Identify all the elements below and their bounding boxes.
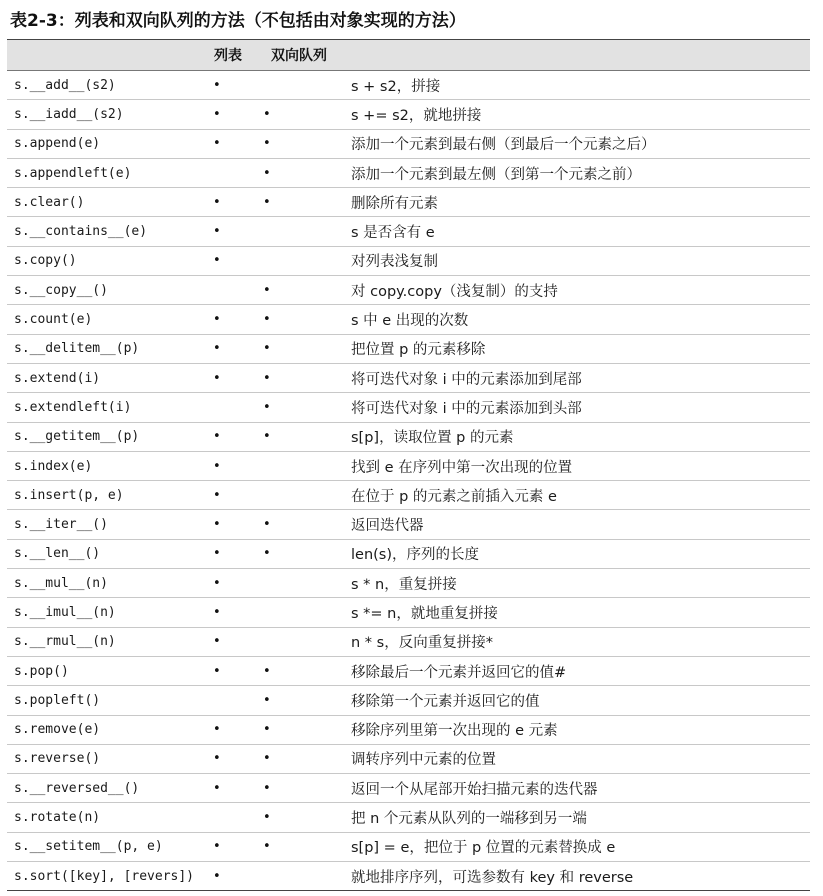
table-row	[7, 627, 810, 656]
methods-table	[7, 39, 810, 891]
table-row	[7, 188, 810, 217]
method-name-cell: s.__iadd__(s2)	[7, 100, 207, 129]
table-row	[7, 715, 810, 744]
table-row	[7, 510, 810, 539]
table-row	[7, 803, 810, 832]
description-cell: 返回迭代器	[342, 510, 810, 539]
deque-support-cell: •	[257, 832, 342, 861]
method-name-cell: s.sort([key], [revers])	[7, 862, 207, 891]
method-name-cell: s.__delitem__(p)	[7, 334, 207, 363]
method-name-cell: s.clear()	[7, 188, 207, 217]
deque-support-cell: •	[257, 715, 342, 744]
method-name-cell: s.count(e)	[7, 305, 207, 334]
header-deque: 双向队列	[257, 40, 342, 71]
deque-support-cell: •	[257, 656, 342, 685]
description-cell: 移除序列里第一次出现的 e 元素	[342, 715, 810, 744]
table-row	[7, 158, 810, 187]
description-cell: 调转序列中元素的位置	[342, 744, 810, 773]
deque-support-cell: •	[257, 803, 342, 832]
description-cell: 添加一个元素到最右侧（到最后一个元素之后）	[342, 129, 810, 158]
deque-support-cell: •	[257, 539, 342, 568]
deque-support-cell: •	[257, 129, 342, 158]
list-support-cell	[207, 686, 257, 715]
method-name-cell: s.__contains__(e)	[7, 217, 207, 246]
deque-support-cell: •	[257, 158, 342, 187]
description-cell: s * n，重复拼接	[342, 569, 810, 598]
description-cell: 对 copy.copy（浅复制）的支持	[342, 276, 810, 305]
method-name-cell: s.popleft()	[7, 686, 207, 715]
list-support-cell: •	[207, 129, 257, 158]
table-row	[7, 656, 810, 685]
header-description	[342, 40, 810, 71]
table-row	[7, 598, 810, 627]
description-cell: 就地排序序列，可选参数有 key 和 reverse	[342, 862, 810, 891]
list-support-cell: •	[207, 744, 257, 773]
table-row	[7, 569, 810, 598]
table-row	[7, 862, 810, 891]
header-method	[7, 40, 207, 71]
description-cell: 把位置 p 的元素移除	[342, 334, 810, 363]
table-row	[7, 451, 810, 480]
table-header-row	[7, 40, 810, 71]
list-support-cell: •	[207, 539, 257, 568]
method-name-cell: s.__setitem__(p, e)	[7, 832, 207, 861]
description-cell: s + s2，拼接	[342, 71, 810, 100]
method-name-cell: s.__getitem__(p)	[7, 422, 207, 451]
description-cell: s 是否含有 e	[342, 217, 810, 246]
table-row	[7, 539, 810, 568]
list-support-cell: •	[207, 569, 257, 598]
deque-support-cell: •	[257, 276, 342, 305]
method-name-cell: s.extendleft(i)	[7, 393, 207, 422]
deque-support-cell: •	[257, 686, 342, 715]
list-support-cell: •	[207, 715, 257, 744]
method-name-cell: s.copy()	[7, 246, 207, 275]
table-row	[7, 246, 810, 275]
list-support-cell: •	[207, 71, 257, 100]
description-cell: len(s)，序列的长度	[342, 539, 810, 568]
table-body	[7, 71, 810, 891]
list-support-cell: •	[207, 217, 257, 246]
table-row	[7, 686, 810, 715]
deque-support-cell: •	[257, 334, 342, 363]
list-support-cell	[207, 393, 257, 422]
method-name-cell: s.reverse()	[7, 744, 207, 773]
table-row	[7, 129, 810, 158]
description-cell: s *= n，就地重复拼接	[342, 598, 810, 627]
table-row	[7, 100, 810, 129]
method-name-cell: s.__add__(s2)	[7, 71, 207, 100]
method-name-cell: s.__len__()	[7, 539, 207, 568]
deque-support-cell: •	[257, 305, 342, 334]
description-cell: 把 n 个元素从队列的一端移到另一端	[342, 803, 810, 832]
deque-support-cell	[257, 598, 342, 627]
method-name-cell: s.__copy__()	[7, 276, 207, 305]
method-name-cell: s.__mul__(n)	[7, 569, 207, 598]
deque-support-cell	[257, 451, 342, 480]
deque-support-cell: •	[257, 363, 342, 392]
table-row	[7, 832, 810, 861]
table-row	[7, 363, 810, 392]
description-cell: s[p] = e，把位于 p 位置的元素替换成 e	[342, 832, 810, 861]
deque-support-cell: •	[257, 510, 342, 539]
description-cell: 移除第一个元素并返回它的值	[342, 686, 810, 715]
description-cell: 添加一个元素到最左侧（到第一个元素之前）	[342, 158, 810, 187]
header-list: 列表	[207, 40, 257, 71]
method-name-cell: s.__imul__(n)	[7, 598, 207, 627]
list-support-cell	[207, 276, 257, 305]
description-cell: 将可迭代对象 i 中的元素添加到头部	[342, 393, 810, 422]
list-support-cell: •	[207, 188, 257, 217]
description-cell: 删除所有元素	[342, 188, 810, 217]
deque-support-cell: •	[257, 100, 342, 129]
description-cell: s 中 e 出现的次数	[342, 305, 810, 334]
list-support-cell: •	[207, 334, 257, 363]
table-row	[7, 217, 810, 246]
deque-support-cell: •	[257, 188, 342, 217]
method-name-cell: s.rotate(n)	[7, 803, 207, 832]
deque-support-cell	[257, 246, 342, 275]
method-name-cell: s.insert(p, e)	[7, 481, 207, 510]
table-row	[7, 393, 810, 422]
list-support-cell: •	[207, 656, 257, 685]
deque-support-cell	[257, 481, 342, 510]
description-cell: 在位于 p 的元素之前插入元素 e	[342, 481, 810, 510]
deque-support-cell: •	[257, 422, 342, 451]
table-row	[7, 276, 810, 305]
list-support-cell: •	[207, 862, 257, 891]
table-caption: 表2-3：列表和双向队列的方法（不包括由对象实现的方法）	[10, 11, 466, 31]
list-support-cell: •	[207, 774, 257, 803]
description-cell: 对列表浅复制	[342, 246, 810, 275]
description-cell: n * s，反向重复拼接*	[342, 627, 810, 656]
table-row	[7, 71, 810, 100]
description-cell: s[p]，读取位置 p 的元素	[342, 422, 810, 451]
table-row	[7, 774, 810, 803]
method-name-cell: s.remove(e)	[7, 715, 207, 744]
list-support-cell: •	[207, 627, 257, 656]
deque-support-cell: •	[257, 744, 342, 773]
list-support-cell: •	[207, 305, 257, 334]
method-name-cell: s.append(e)	[7, 129, 207, 158]
list-support-cell: •	[207, 246, 257, 275]
list-support-cell: •	[207, 510, 257, 539]
description-cell: 将可迭代对象 i 中的元素添加到尾部	[342, 363, 810, 392]
list-support-cell: •	[207, 832, 257, 861]
list-support-cell: •	[207, 363, 257, 392]
list-support-cell: •	[207, 422, 257, 451]
list-support-cell	[207, 803, 257, 832]
method-name-cell: s.index(e)	[7, 451, 207, 480]
deque-support-cell	[257, 71, 342, 100]
table-row	[7, 481, 810, 510]
table-row	[7, 744, 810, 773]
deque-support-cell	[257, 217, 342, 246]
description-cell: 移除最后一个元素并返回它的值#	[342, 656, 810, 685]
list-support-cell: •	[207, 598, 257, 627]
list-support-cell	[207, 158, 257, 187]
method-name-cell: s.pop()	[7, 656, 207, 685]
method-name-cell: s.extend(i)	[7, 363, 207, 392]
method-name-cell: s.__iter__()	[7, 510, 207, 539]
deque-support-cell	[257, 862, 342, 891]
list-support-cell: •	[207, 481, 257, 510]
method-name-cell: s.__reversed__()	[7, 774, 207, 803]
deque-support-cell: •	[257, 774, 342, 803]
method-name-cell: s.__rmul__(n)	[7, 627, 207, 656]
deque-support-cell	[257, 627, 342, 656]
table-row	[7, 305, 810, 334]
deque-support-cell: •	[257, 393, 342, 422]
description-cell: 找到 e 在序列中第一次出现的位置	[342, 451, 810, 480]
table-row	[7, 334, 810, 363]
table-row	[7, 422, 810, 451]
list-support-cell: •	[207, 451, 257, 480]
method-name-cell: s.appendleft(e)	[7, 158, 207, 187]
description-cell: 返回一个从尾部开始扫描元素的迭代器	[342, 774, 810, 803]
deque-support-cell	[257, 569, 342, 598]
list-support-cell: •	[207, 100, 257, 129]
description-cell: s += s2，就地拼接	[342, 100, 810, 129]
